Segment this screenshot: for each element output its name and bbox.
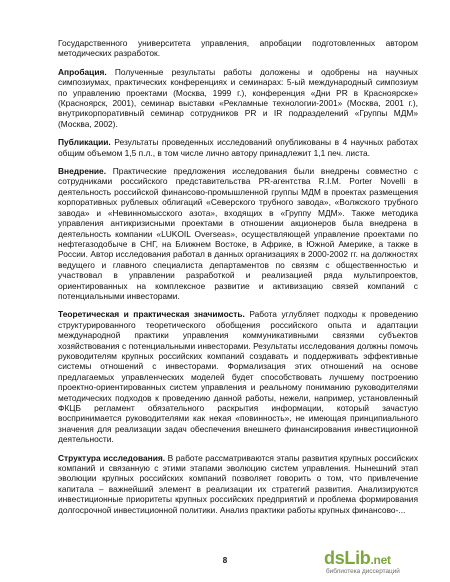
paragraph-heading: Внедрение. bbox=[58, 166, 107, 177]
paragraph-heading: Теоретическая и практическая значимость. bbox=[58, 309, 245, 320]
paragraph-significance bbox=[58, 309, 418, 444]
dslib-logo bbox=[324, 548, 391, 569]
paragraph-heading: Публикации. bbox=[58, 137, 111, 148]
paragraph-heading: Структура исследования. bbox=[58, 452, 166, 463]
paragraph-heading: Апробация. bbox=[58, 66, 107, 77]
paragraph-text: Практические предложения исследования были внедрены совместно с сотрудниками российского представительства PR-агентства R.I.M. Porter Novelli в деятельность российской финансово-промышленной группы МДМ в проектах размещения корпоративных рублевых облигаций «Северского трубного завода», «Волжского трубного завода» и «Невинномысского азота», входящих в «Группу МДМ». Также методика управления антикризисными проектами в отношении акционеров была внедрена в деятельность компании «LUKOIL Overseas», осуществляющей управление проектами по нефтегазодобыче в СНГ, на Ближнем Востоке, в Африке, в Южной Америке, а также в России. Автор исследования работал в данных организациях в 2000-2002 гг. на должностях ведущего и главного специалиста департаментов по связям с общественностью и участвовал в управлении разработкой и реализацией ряда мультипроектов, ориентированных на комплексное развитие и активизацию связей компаний с потенциальными инвесторами. bbox=[58, 166, 418, 301]
paragraph-text: Полученные результаты работы доложены и одобрены на научных симпозиумах, практических конференциях и семинарах: 5-ый международный симпозиум по управлению проектами (Москва, 1999 г.), конференция «Дни PR в Красноярске» (Красноярск, 2001), семинар выставки «Рекламные технологии-2001» (Москва, 2001 г.), внутрикорпоративный семинар сотрудников PR и IR подразделений «Группы МДМ» (Москва, 2002). bbox=[58, 66, 418, 129]
paragraph-intro bbox=[58, 38, 418, 59]
paragraph-publications bbox=[58, 137, 418, 158]
document-page bbox=[58, 38, 418, 523]
paragraph-approbation bbox=[58, 67, 418, 129]
logo-suffix: .net bbox=[370, 553, 391, 567]
paragraph-text: Государственного университета управления, апробации подготовленных автором методических разработок. bbox=[58, 38, 418, 59]
paragraph-structure bbox=[58, 453, 418, 515]
paragraph-implementation bbox=[58, 166, 418, 301]
dslib-watermark bbox=[324, 548, 442, 576]
watermark-subtitle: библиотека диссертаций bbox=[326, 568, 400, 575]
paragraph-text: Результаты проведенных исследований опубликованы в 4 научных работах общим объемом 1,5 п.л., в том числе лично автору принадлежит 1,1 печ. листа. bbox=[58, 137, 418, 158]
paragraph-text: Работа углубляет подходы к проведению структурированного теоретического обобщения российского опыта и адаптации международной практики управления коммуникативными связями субъектов хозяйствования с потенциальными инвесторами. Результаты исследования должны помочь руководителям крупных российских компаний создавать и поддерживать эффективные системы отношений с инвесторами. Формализация этих отношений на основе предлагаемых управленческих моделей будет способствовать лучшему построению проектно-ориентированных систем управления и реальному пониманию руководителями методических подходов к проведению данной работы, нежели, например, установленный ФКЦБ регламент обязательного раскрытия информации, который зачастую воспринимается руководителями как некая «повинность», не имеющая принципиального значения для реализации задач обеспечения внешнего финансирования инвестиционной деятельности. bbox=[58, 309, 418, 445]
paragraph-text: В работе рассматриваются этапы развития крупных российских компаний и связанную с этими этапами эволюцию систем управления. Нынешний этап эволюции крупных российских компаний позволяет говорить о том, что привлечение капитала – важнейший элемент в реализации их стратегий развития. Анализируются инвестиционные приоритеты крупных российских предприятий и проблема формирования долгосрочной инвестиционной политики. Анализ практики работы крупных финансово-... bbox=[58, 452, 419, 515]
logo-main: dsLib bbox=[324, 548, 371, 568]
page-number: 8 bbox=[222, 556, 228, 565]
